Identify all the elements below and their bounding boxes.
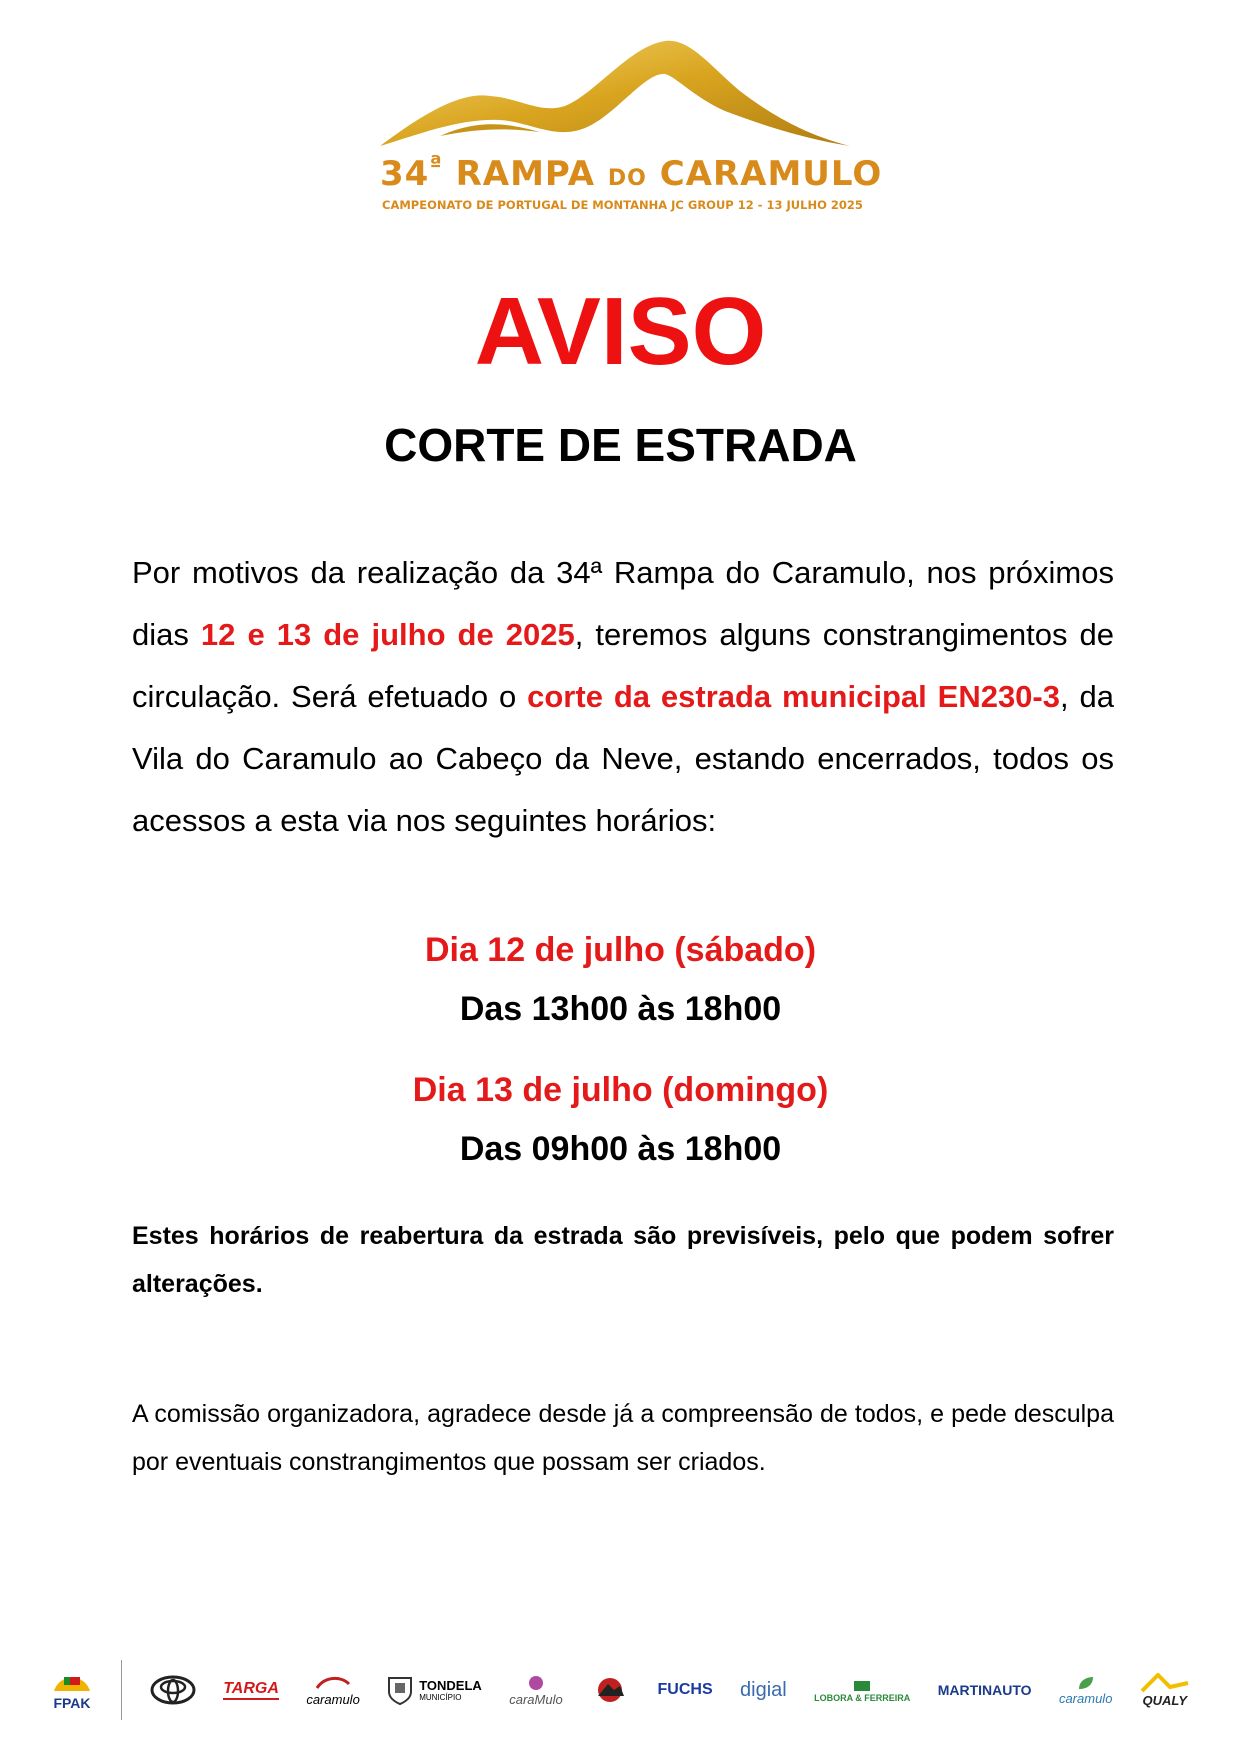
closing-text: A comissão organizadora, agradece desde já a compreensão de todos, e pede desculpa por eventuais constrangimentos que possam ser criados.	[132, 1400, 1114, 1476]
highlight-road: corte da estrada municipal EN230-3	[527, 679, 1060, 714]
body-text-2: , teremos alguns constrangimentos de circulação. Será efetuado o	[132, 617, 1115, 714]
digial-logo: digial	[740, 1678, 787, 1701]
mountain-badge-icon	[590, 1676, 630, 1704]
notice-title: AVISO	[474, 278, 767, 385]
fuchs-logo: FUCHS	[657, 1681, 713, 1698]
caramulo-motorfestival-logo: caramulo	[306, 1674, 359, 1707]
event-logo	[370, 36, 883, 226]
flower-icon	[525, 1674, 547, 1692]
caramulo-nature-logo: caramulo	[1059, 1675, 1112, 1706]
notice-body	[132, 542, 1114, 852]
tondela-crest-icon	[387, 1674, 413, 1706]
body-text-1: Por motivos da realização da 34ª Rampa do Caramulo, nos próximos dias	[132, 555, 1114, 652]
caramulo-swoosh-icon	[313, 1674, 353, 1692]
sponsor-divider	[121, 1660, 122, 1720]
toyota-logo	[150, 1675, 196, 1705]
sponsor-bar	[50, 1650, 1190, 1730]
schedule-hours-2: Das 09h00 às 18h00	[459, 1130, 782, 1168]
notice-subtitle: CORTE DE ESTRADA	[384, 419, 857, 471]
targa-logo: TARGA	[223, 1680, 279, 1700]
highlight-dates: 12 e 13 de julho de 2025	[200, 617, 575, 652]
toyota-emblem-icon	[150, 1675, 196, 1705]
schedule-day-1: Dia 12 de julho (sábado)	[424, 931, 817, 969]
leaf-icon	[1075, 1675, 1097, 1691]
schedule-hours-1: Das 13h00 às 18h00	[459, 990, 782, 1028]
body-text-3: , da Vila do Caramulo ao Cabeço da Neve, estando encerrados, todos os acessos a esta via nos seguintes horários:	[132, 679, 1114, 838]
construction-icon	[852, 1677, 872, 1693]
fpak-logo: FPAK	[50, 1669, 94, 1711]
schedule-day-2: Dia 13 de julho (domingo)	[412, 1071, 829, 1109]
logo-subtitle: CAMPEONATO DE PORTUGAL DE MONTANHA JC GROUP 12 - 13 JULHO 2025	[382, 198, 863, 212]
lobora-ferreira-logo: LOBORA & FERREIRA	[814, 1677, 910, 1703]
qualy-swoosh-icon	[1140, 1673, 1190, 1693]
reopening-note: Estes horários de reabertura da estrada são previsíveis, pelo que podem sofrer alterações.	[132, 1222, 1114, 1298]
mountain-logo-icon	[380, 36, 850, 156]
mountain-association-logo	[590, 1676, 630, 1704]
tondela-logo: TONDELA MUNICÍPIO	[387, 1674, 482, 1706]
qualy-logo: QUALY	[1140, 1673, 1190, 1708]
logo-title: $34^ª$ RAMPA DO CARAMULO	[380, 152, 883, 194]
caramulo-flower-logo: caraMulo	[509, 1674, 562, 1707]
martinauto-logo: MARTINAUTO	[937, 1682, 1032, 1698]
fpak-emblem-icon	[50, 1669, 94, 1695]
